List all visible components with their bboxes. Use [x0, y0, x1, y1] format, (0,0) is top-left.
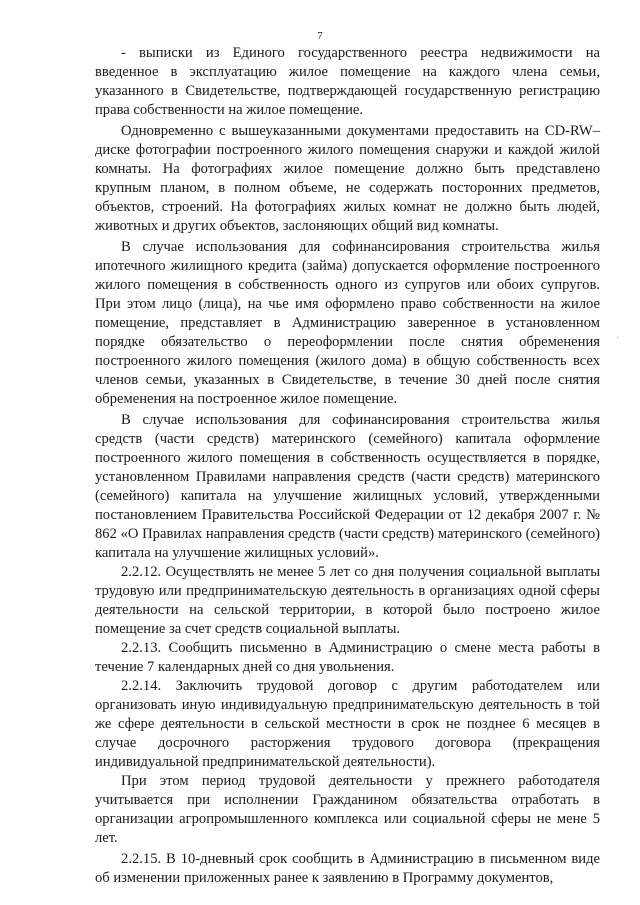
page-number: 7	[317, 30, 323, 42]
paragraph-extract-requirement: - выписки из Единого государственного реестра недвижимости на введенное в эксплуатацию жилое помещение на каждого члена семьи, указанного в Свидетельстве, подтверждающей государственную регистрацию права собственности на жилое помещение.	[95, 45, 600, 118]
paragraph-previous-employer: При этом период трудовой деятельности у прежнего работодателя учитывается при исполнении Гражданином обязательства отработать в организации агропромышленного комплекса или социальной сферы не мене 5 лет.	[95, 773, 600, 846]
clause-2-2-15: 2.2.15. В 10-дневный срок сообщить в Администрацию в письменном виде об изменении приложенных ранее к заявлению в Программу документов,	[95, 851, 600, 886]
document-body	[95, 44, 600, 888]
margin-mark: ·	[616, 333, 620, 344]
clause-2-2-12: 2.2.12. Осуществлять не менее 5 лет со дня получения социальной выплаты трудовую или предпринимательскую деятельность в организациях одной сферы деятельности на сельской территории, в которой было построено жилое помещение за счет средств социальной выплаты.	[95, 564, 600, 637]
paragraph-photos: Одновременно с вышеуказанными документами предоставить на CD-RW–диске фотографии построенного жилого помещения снаружи и каждой жилой комнаты. На фотографиях жилое помещение должно быть представлено крупным планом, в полном объеме, не содержать посторонних предметов, объектов, строений. На фотографиях жилых комнат не должно быть людей, животных и других объектов, заслоняющих общий вид комнаты.	[95, 123, 600, 234]
clause-2-2-13: 2.2.13. Сообщить письменно в Администрацию о смене места работы в течение 7 календарных дней со дня увольнения.	[95, 640, 600, 675]
clause-2-2-14: 2.2.14. Заключить трудовой договор с другим работодателем или организовать иную индивидуальную предпринимательскую деятельность в той же сфере деятельности в сельской местности в срок не позднее 6 месяцев в случае досрочного расторжения трудового договора (прекращения индивидуальной предпринимательской деятельности).	[95, 678, 600, 770]
paragraph-mortgage: В случае использования для софинансирования строительства жилья ипотечного жилищного кредита (займа) допускается оформление построенного жилого помещения в собственность одного из супругов или обоих супругов. При этом лицо (лица), на чье имя оформлено право собственности на жилое помещение, представляет в Администрацию заверенное в установленном порядке обязательство о переоформлении после снятия обременения построенного жилого помещения (жилого дома) в общую собственность всех членов семьи, указанных в Свидетельстве, в течение 30 дней после снятия обременения на построенное жилое помещение.	[95, 239, 600, 407]
paragraph-maternity-capital: В случае использования для софинансирования строительства жилья средств (части средств) материнского (семейного) капитала оформление построенного жилого помещения в собственность осуществляется в порядке, установленном Правилами направления средств (части средств) материнского (семейного) капитала на улучшение жилищных условий, утвержденными постановлением Правительства Российской Федерации от 12 декабря 2007 г. № 862 «О Правилах направления средств (части средств) материнского (семейного) капитала на улучшение жилищных условий».	[95, 412, 600, 561]
